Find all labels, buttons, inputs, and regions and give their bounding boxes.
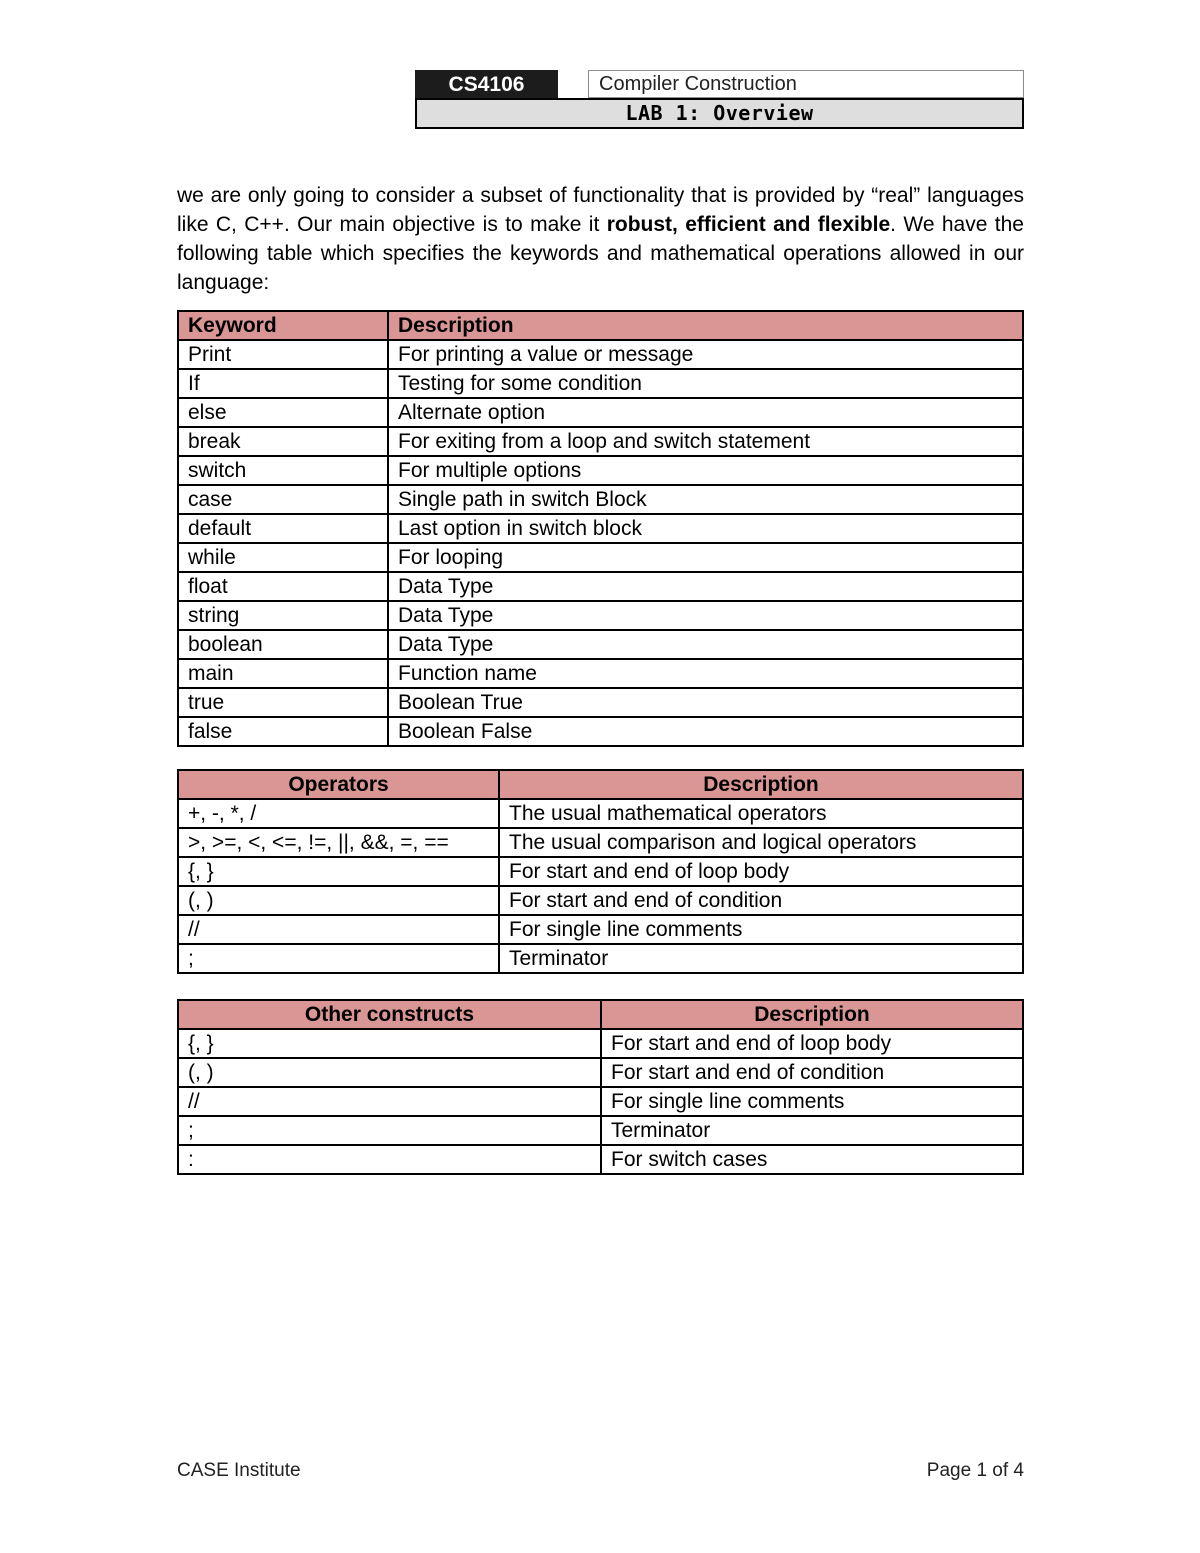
intro-paragraph: [177, 181, 1024, 297]
table-row: [178, 828, 1023, 857]
table-cell-description: Single path in switch Block: [388, 485, 1023, 514]
other-constructs-column-header: Other constructs: [178, 1000, 601, 1029]
table-cell-term: case: [178, 485, 388, 514]
description-column-header: Description: [601, 1000, 1023, 1029]
table-row: [178, 369, 1023, 398]
table-cell-term: ;: [178, 944, 499, 973]
table-cell-term: main: [178, 659, 388, 688]
keywords-header-row: [178, 311, 1023, 340]
table-row: [178, 688, 1023, 717]
table-cell-description: Boolean False: [388, 717, 1023, 746]
keywords-body: [178, 340, 1023, 746]
table-cell-term: string: [178, 601, 388, 630]
other-constructs-header-row: [178, 1000, 1023, 1029]
intro-text-2: . We have the following table which specifies the keywords and mathematical operations allowed in our language:: [177, 213, 1024, 294]
keyword-column-header: Keyword: [178, 311, 388, 340]
table-cell-term: ;: [178, 1116, 601, 1145]
table-row: [178, 340, 1023, 369]
table-row: [178, 514, 1023, 543]
table-cell-description: For start and end of condition: [499, 886, 1023, 915]
table-cell-term: (, ): [178, 1058, 601, 1087]
table-cell-description: For start and end of loop body: [601, 1029, 1023, 1058]
table-cell-term: {, }: [178, 857, 499, 886]
table-cell-term: If: [178, 369, 388, 398]
footer-institute: CASE Institute: [177, 1460, 301, 1481]
table-cell-description: Data Type: [388, 572, 1023, 601]
table-cell-term: {, }: [178, 1029, 601, 1058]
description-column-header: Description: [388, 311, 1023, 340]
course-row: [415, 70, 1024, 99]
table-cell-term: while: [178, 543, 388, 572]
operators-header-row: [178, 770, 1023, 799]
table-cell-description: For switch cases: [601, 1145, 1023, 1174]
table-cell-description: Function name: [388, 659, 1023, 688]
table-cell-term: Print: [178, 340, 388, 369]
table-cell-description: The usual mathematical operators: [499, 799, 1023, 828]
table-cell-term: //: [178, 915, 499, 944]
table-row: [178, 398, 1023, 427]
table-cell-description: For start and end of condition: [601, 1058, 1023, 1087]
table-row: [178, 543, 1023, 572]
table-row: [178, 572, 1023, 601]
table-cell-term: >, >=, <, <=, !=, ||, &&, =, ==: [178, 828, 499, 857]
header-gap: [558, 70, 588, 99]
table-cell-description: For single line comments: [499, 915, 1023, 944]
table-cell-term: default: [178, 514, 388, 543]
table-cell-description: Data Type: [388, 601, 1023, 630]
table-row: [178, 915, 1023, 944]
table-row: [178, 456, 1023, 485]
table-row: [178, 799, 1023, 828]
table-row: [178, 601, 1023, 630]
table-row: [178, 427, 1023, 456]
table-cell-term: float: [178, 572, 388, 601]
table-cell-description: The usual comparison and logical operators: [499, 828, 1023, 857]
intro-bold-text: robust, efficient and flexible: [606, 213, 891, 236]
table-cell-description: For multiple options: [388, 456, 1023, 485]
description-column-header: Description: [499, 770, 1023, 799]
course-name: Compiler Construction: [588, 70, 1024, 98]
table-cell-description: Terminator: [499, 944, 1023, 973]
table-cell-description: Last option in switch block: [388, 514, 1023, 543]
table-row: [178, 857, 1023, 886]
other-constructs-table: [177, 999, 1024, 1175]
intro-text-1: we are only going to consider a subset of functionality that is provided by “real” languages like C, C++. Our main objective is to make it: [177, 184, 1024, 236]
table-cell-description: For start and end of loop body: [499, 857, 1023, 886]
table-cell-term: true: [178, 688, 388, 717]
table-row: [178, 1116, 1023, 1145]
lab-title: LAB 1: Overview: [415, 98, 1024, 129]
keywords-table: [177, 310, 1024, 747]
table-cell-term: else: [178, 398, 388, 427]
lab-title-bar: [415, 98, 1024, 130]
table-cell-term: //: [178, 1087, 601, 1116]
table-row: [178, 630, 1023, 659]
operators-table: [177, 769, 1024, 974]
table-cell-term: (, ): [178, 886, 499, 915]
operators-column-header: Operators: [178, 770, 499, 799]
table-cell-description: For single line comments: [601, 1087, 1023, 1116]
table-cell-description: Boolean True: [388, 688, 1023, 717]
table-cell-description: Terminator: [601, 1116, 1023, 1145]
footer-page-number: Page 1 of 4: [926, 1460, 1024, 1481]
course-code: CS4106: [415, 70, 558, 99]
operators-body: [178, 799, 1023, 973]
table-cell-term: switch: [178, 456, 388, 485]
table-cell-description: Testing for some condition: [388, 369, 1023, 398]
table-row: [178, 485, 1023, 514]
table-row: [178, 944, 1023, 973]
table-row: [178, 1145, 1023, 1174]
table-row: [178, 717, 1023, 746]
table-row: [178, 1029, 1023, 1058]
table-cell-description: Alternate option: [388, 398, 1023, 427]
table-cell-term: +, -, *, /: [178, 799, 499, 828]
table-cell-term: boolean: [178, 630, 388, 659]
table-cell-description: For printing a value or message: [388, 340, 1023, 369]
table-row: [178, 1087, 1023, 1116]
table-row: [178, 886, 1023, 915]
table-row: [178, 659, 1023, 688]
other-constructs-body: [178, 1029, 1023, 1174]
table-cell-description: For exiting from a loop and switch statement: [388, 427, 1023, 456]
table-cell-term: :: [178, 1145, 601, 1174]
table-cell-description: For looping: [388, 543, 1023, 572]
table-cell-term: break: [178, 427, 388, 456]
table-cell-description: Data Type: [388, 630, 1023, 659]
table-cell-term: false: [178, 717, 388, 746]
table-row: [178, 1058, 1023, 1087]
